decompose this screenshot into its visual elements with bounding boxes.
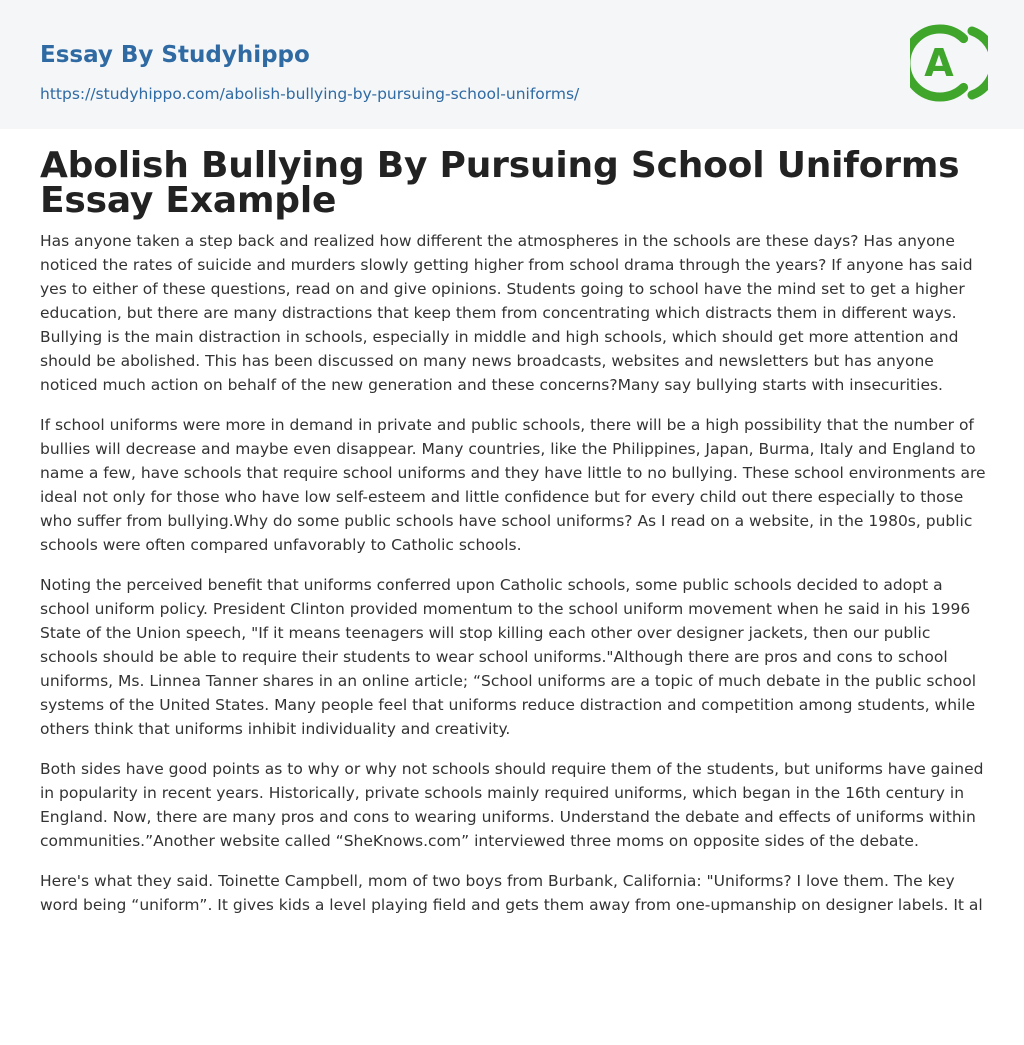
- article-paragraph: Noting the perceived benefit that uniforms conferred upon Catholic schools, some public schools decided to adopt a school uniform policy. President Clinton provided momentum to the school uniform movement when he said in his 1996 State of the Union speech, "If it means teenagers will stop killing each other over designer jackets, then our public schools should be able to require their students to wear school uniforms."Although there are pros and cons to school uniforms, Ms. Linnea Tanner shares in an online article; “School uniforms are a topic of much debate in the public school systems of the United States. Many people feel that uniforms reduce distraction and competition among students, while others think that uniforms inhibit individuality and creativity.: [40, 576, 977, 738]
- logo-letter: A: [924, 41, 954, 85]
- article-paragraph: Has anyone taken a step back and realized how different the atmospheres in the schools are these days? Has anyone noticed the rates of suicide and murders slowly getting higher from school drama through the years? If anyone has said yes to either of these questions, read on and give opinions. Students going to school have the mind set to get a higher education, but there are many distractions that keep them from concentrating which distracts them in different ways. Bullying is the main distraction in schools, especially in middle and high schools, which should get more attention and should be abolished. This has been discussed on many news broadcasts, websites and newsletters but has anyone noticed much action on behalf of the new generation and these concerns?Many say bullying starts with insecurities.: [40, 232, 973, 394]
- article-paragraph: Both sides have good points as to why or why not schools should require them of the students, but uniforms have gained in popularity in recent years. Historically, private schools mainly required uniforms, which began in the 16th century in England. Now, there are many pros and cons to wearing uniforms. Understand the debate and effects of uniforms within communities.”Another website called “SheKnows.com” interviewed three moms on opposite sides of the debate.: [40, 760, 984, 850]
- article-body: [40, 229, 988, 933]
- site-header: [0, 0, 1024, 129]
- brand-title[interactable]: Essay By Studyhippo: [40, 42, 310, 68]
- article-title: Abolish Bullying By Pursuing School Uniforms Essay Example: [40, 145, 960, 221]
- source-url-link[interactable]: https://studyhippo.com/abolish-bullying-by-pursuing-school-uniforms/: [40, 85, 580, 103]
- article-paragraph: If school uniforms were more in demand in private and public schools, there will be a high possibility that the number of bullies will decrease and maybe even disappear. Many countries, like the Philippines, Japan, Burma, Italy and England to name a few, have schools that require school uniforms and they have little to no bullying. These school environments are ideal not only for those who have low self-esteem and little confidence but for every child out there especially to those who suffer from bullying.Why do some public schools have school uniforms? As I read on a website, in the 1980s, public schools were often compared unfavorably to Catholic schools.: [40, 416, 986, 554]
- grade-a-circle-icon[interactable]: [910, 18, 988, 108]
- article-paragraph: Here's what they said. Toinette Campbell, mom of two boys from Burbank, California: "Uniforms? I love them. The key word being “uniform”. It gives kids a level playing field and gets them away from one-upmanship on designer labels. It al: [40, 872, 983, 914]
